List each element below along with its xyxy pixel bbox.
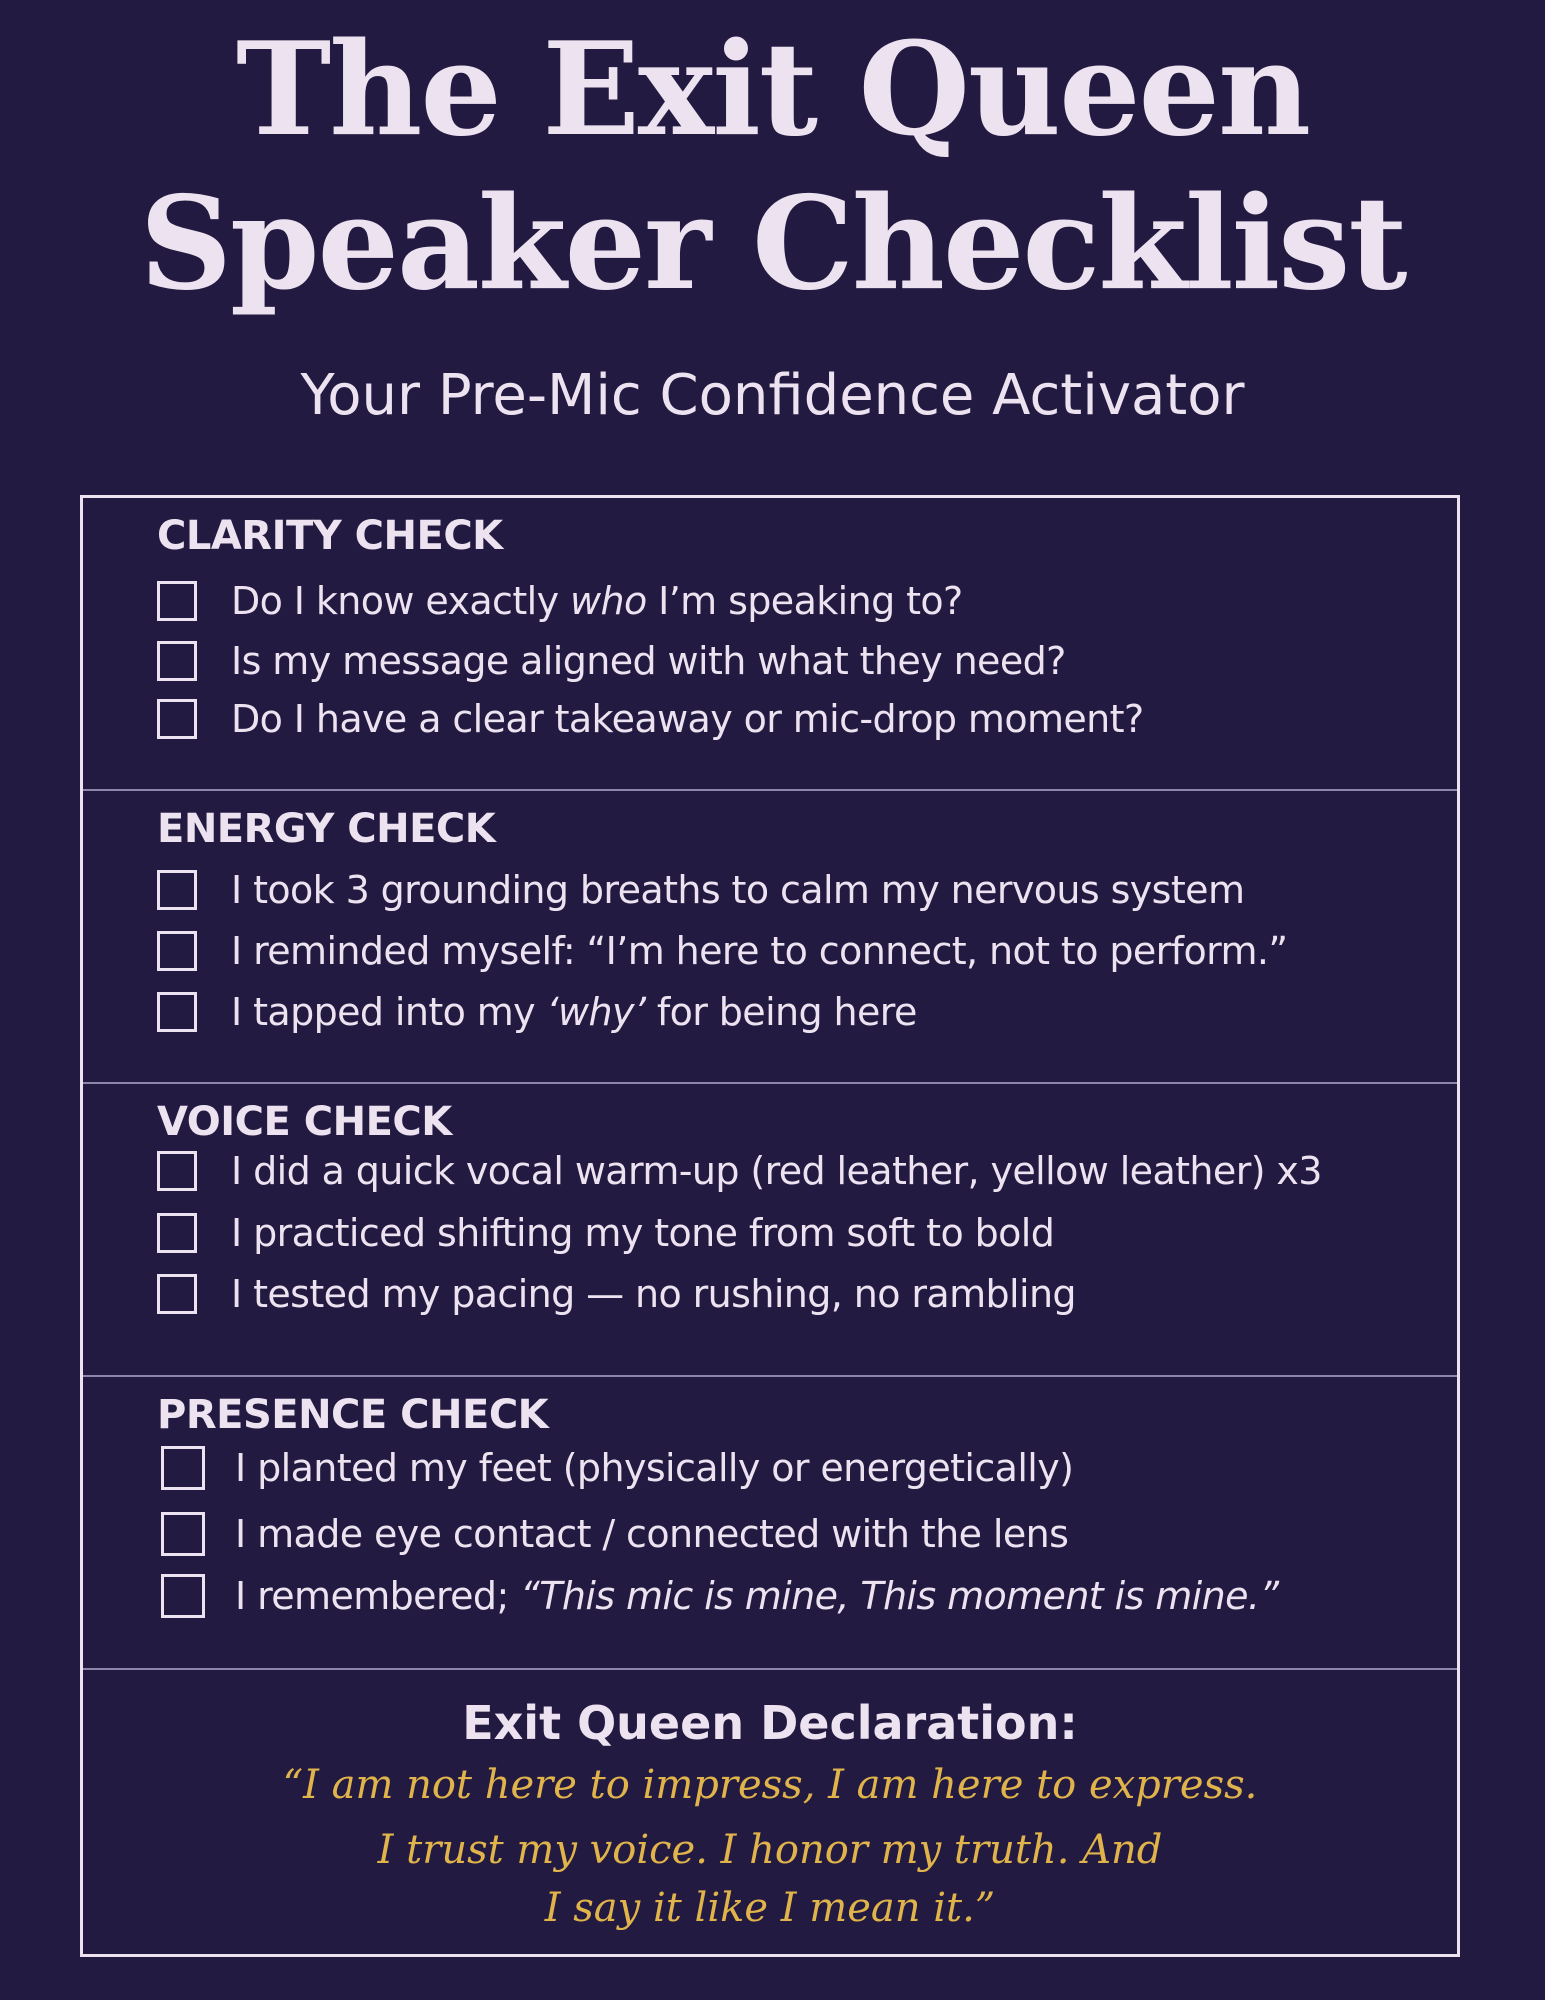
item-text-part: I took 3 grounding breaths to calm my nervous system — [231, 868, 1245, 912]
checkbox[interactable] — [157, 1213, 197, 1253]
item-text-emphasis: ‘why’ — [546, 990, 646, 1034]
declaration-quote-line-3: I say it like I mean it.” — [544, 1885, 996, 1931]
item-text-part: Is my message aligned with what they need? — [231, 639, 1066, 683]
section-title: ENERGY CHECK — [157, 806, 496, 852]
checkbox[interactable] — [157, 641, 197, 681]
checkbox[interactable] — [157, 699, 197, 739]
checkbox[interactable] — [161, 1574, 205, 1618]
item-text-part: I tapped into my — [231, 990, 547, 1034]
checkbox[interactable] — [157, 1151, 197, 1191]
item-text-part: Do I have a clear takeaway or mic-drop moment? — [231, 697, 1144, 741]
checkbox[interactable] — [157, 870, 197, 910]
checkbox[interactable] — [157, 992, 197, 1032]
item-text-emphasis: who — [569, 579, 647, 623]
item-text — [231, 1211, 1054, 1255]
item-text — [235, 1512, 1068, 1556]
checklist-item — [157, 928, 1447, 974]
checklist-item — [157, 578, 1447, 624]
checklist-item — [157, 638, 1447, 684]
item-text — [231, 639, 1066, 683]
checklist-item — [157, 1271, 1447, 1317]
item-text-emphasis: “This mic is mine, This moment is mine.” — [520, 1574, 1279, 1618]
item-text — [235, 1446, 1073, 1490]
declaration-quote-line-1: “I am not here to impress, I am here to express. — [282, 1762, 1258, 1808]
checklist-item — [157, 1573, 1447, 1619]
item-text-part: I did a quick vocal warm-up (red leather, yellow leather) x3 — [231, 1149, 1322, 1193]
checklist-item — [157, 696, 1447, 742]
item-text — [235, 1574, 1278, 1618]
item-text — [231, 697, 1144, 741]
title-line-2: Speaker Checklist — [139, 169, 1406, 319]
section-title: VOICE CHECK — [157, 1099, 452, 1145]
item-text-part: I tested my pacing — no rushing, no rambling — [231, 1272, 1076, 1316]
section-voice-check — [83, 1084, 1457, 1377]
section-energy-check — [83, 791, 1457, 1084]
item-text-part: I remembered; — [235, 1574, 521, 1618]
section-title: CLARITY CHECK — [157, 513, 503, 559]
checkbox[interactable] — [161, 1446, 205, 1490]
item-text-part: I reminded myself: “I’m here to connect, not to perform.” — [231, 929, 1288, 973]
checkbox[interactable] — [157, 581, 197, 621]
item-text — [231, 1272, 1076, 1316]
checkbox[interactable] — [161, 1512, 205, 1556]
title-line-1: The Exit Queen — [236, 15, 1309, 165]
item-text-part: I practiced shifting my tone from soft to bold — [231, 1211, 1055, 1255]
checklist-item — [157, 867, 1447, 913]
section-declaration — [83, 1670, 1457, 1957]
item-text-part: I’m speaking to? — [646, 579, 963, 623]
item-text-part: Do I know exactly — [231, 579, 570, 623]
checklist-item — [157, 1445, 1447, 1491]
checkbox[interactable] — [157, 931, 197, 971]
checklist-item — [157, 1148, 1447, 1194]
checklist-item — [157, 1210, 1447, 1256]
checklist-item — [157, 989, 1447, 1035]
section-title: PRESENCE CHECK — [157, 1392, 549, 1438]
subtitle: Your Pre-Mic Confidence Activator — [300, 363, 1245, 428]
item-text — [231, 579, 963, 623]
section-presence-check — [83, 1377, 1457, 1670]
checkbox[interactable] — [157, 1274, 197, 1314]
item-text-part: for being here — [645, 990, 917, 1034]
item-text-part: I made eye contact / connected with the lens — [235, 1512, 1069, 1556]
checklist-box — [80, 495, 1460, 1957]
declaration-title: Exit Queen Declaration: — [462, 1696, 1078, 1750]
item-text — [231, 1149, 1322, 1193]
section-clarity-check — [83, 498, 1457, 791]
checklist-item — [157, 1511, 1447, 1557]
item-text-part: I planted my feet (physically or energetically) — [235, 1446, 1074, 1490]
declaration-quote-line-2: I trust my voice. I honor my truth. And — [377, 1827, 1163, 1873]
item-text — [231, 868, 1244, 912]
item-text — [231, 990, 917, 1034]
item-text — [231, 929, 1287, 973]
